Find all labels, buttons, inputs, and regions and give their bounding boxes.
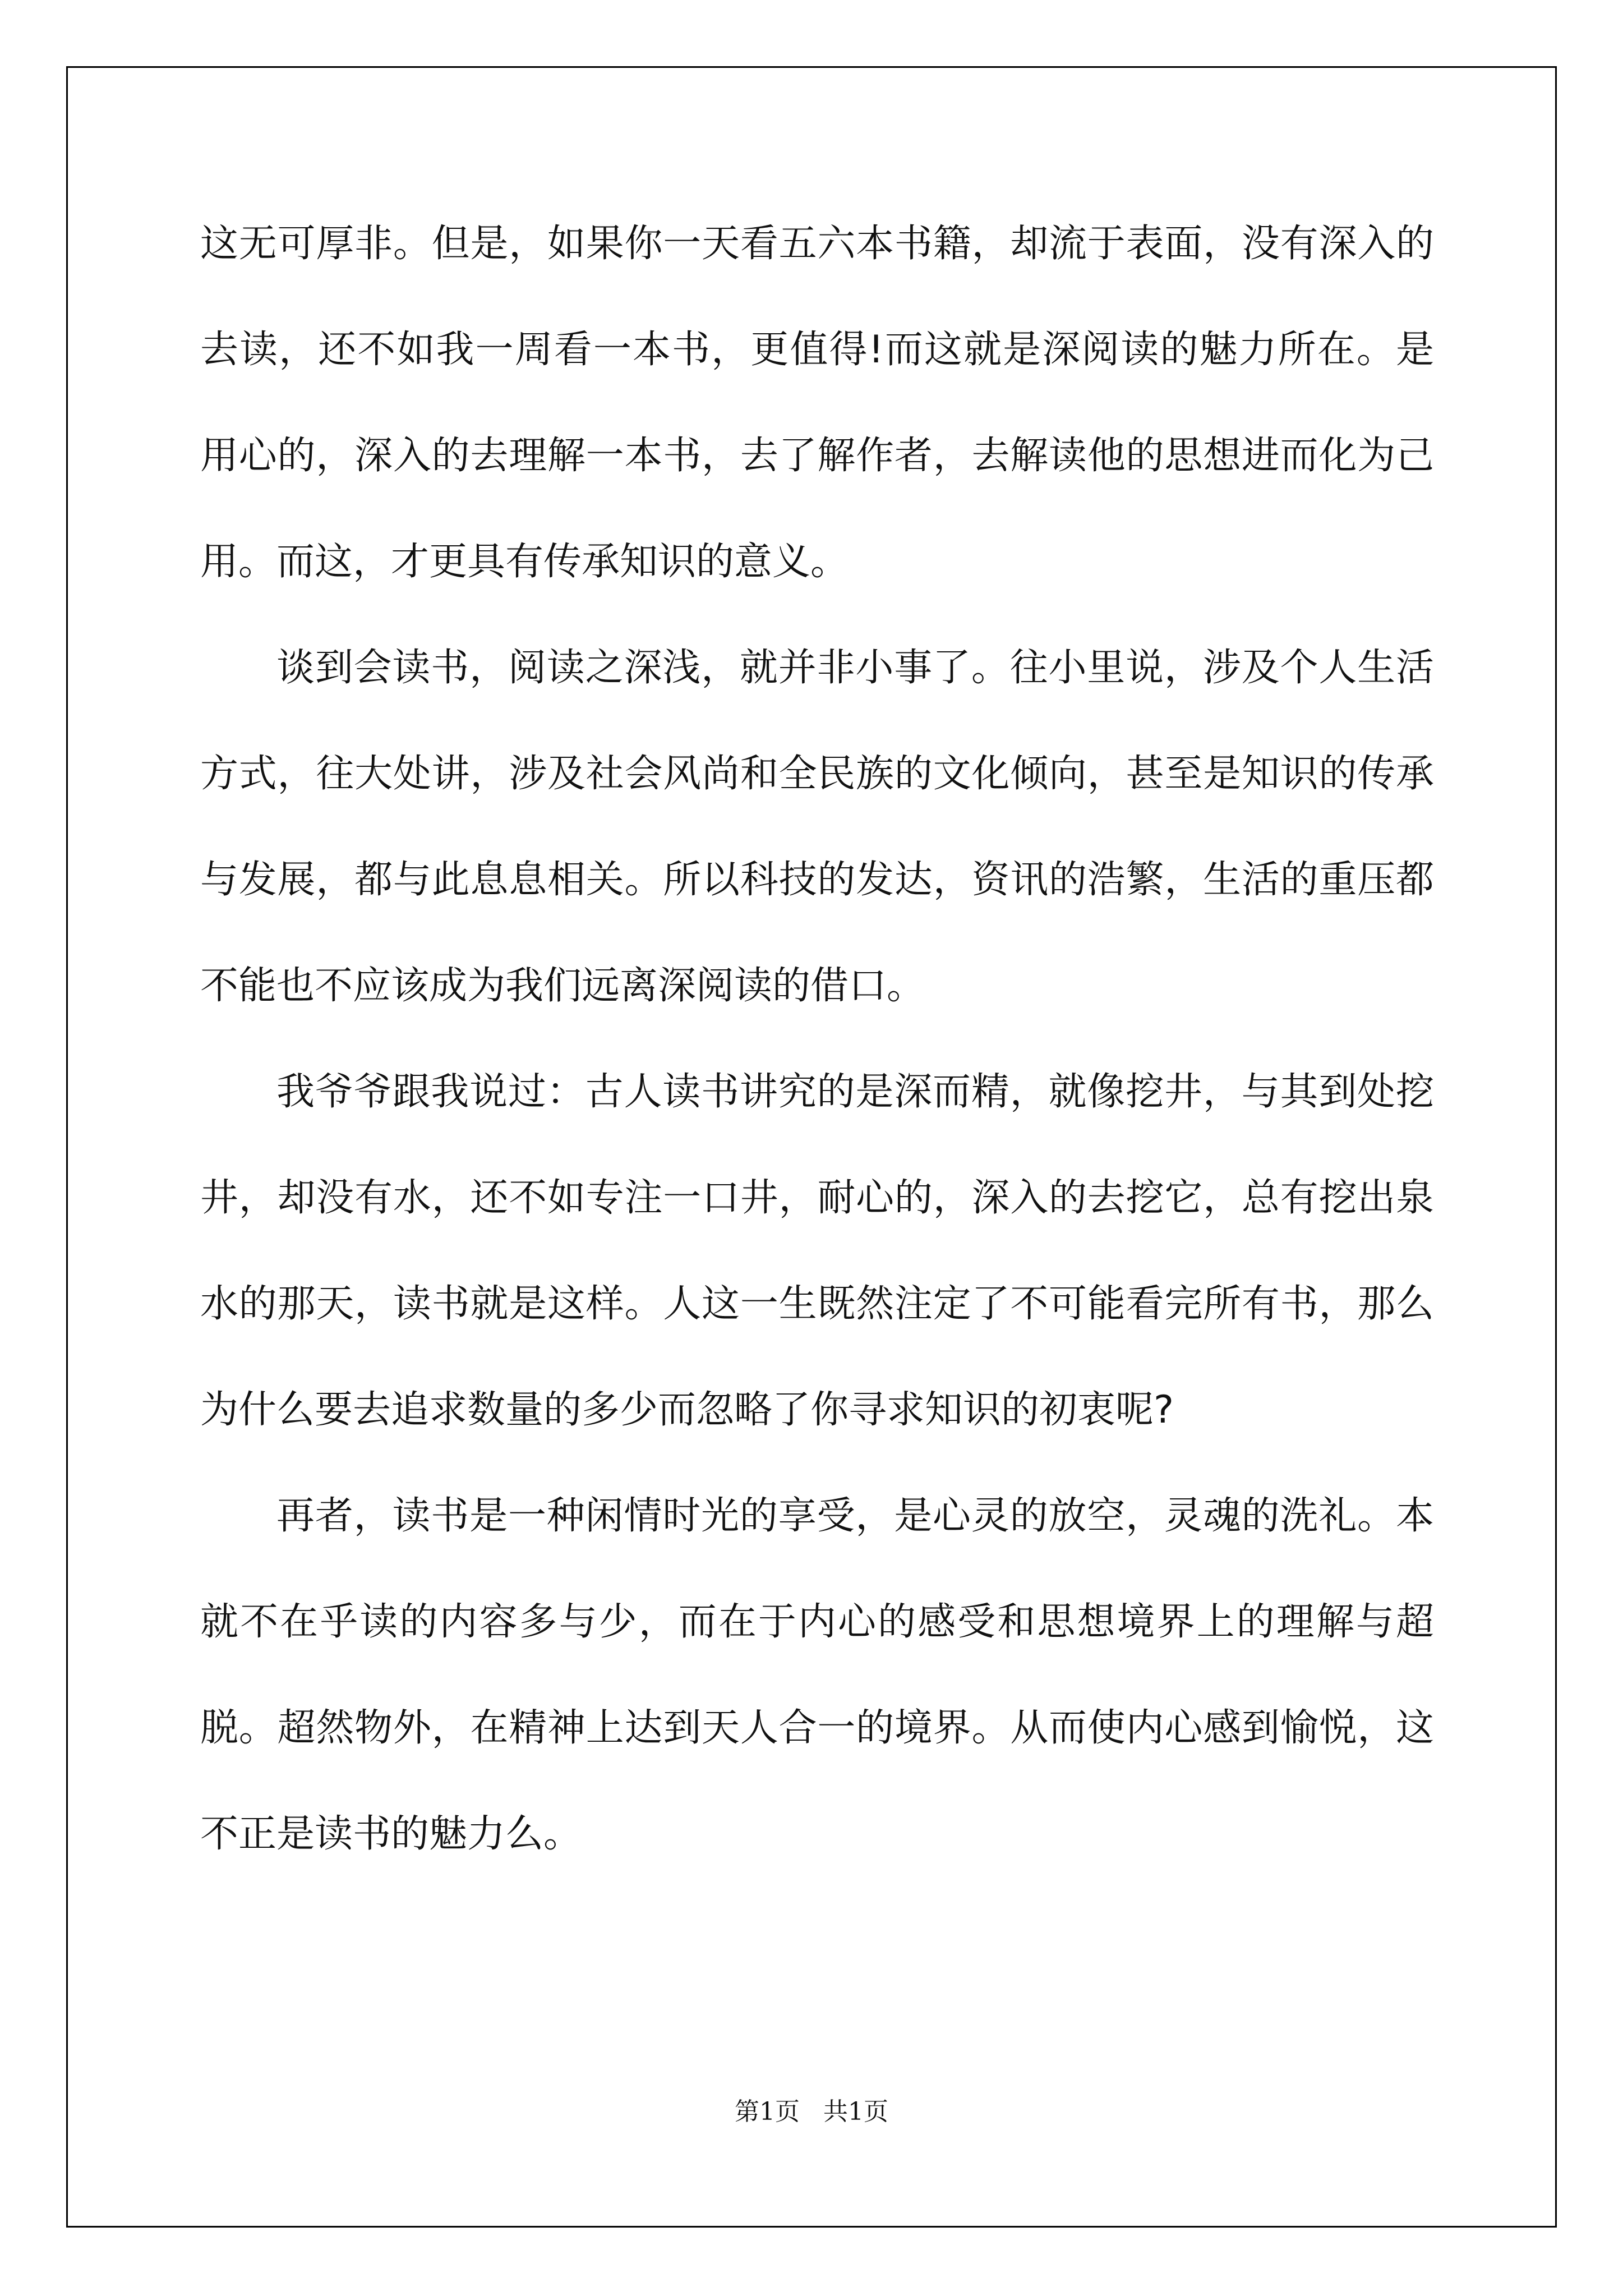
paragraph-3: 我爷爷跟我说过：古人读书讲究的是深而精，就像挖井，与其到处挖井，却没有水，还不如专注一口井，耐心的，深入的去挖它，总有挖出泉水的那天，读书就是这样。人这一生既然注定了不可能看完所有书，那么为什么要去追求数量的多少而忽略了你寻求知识的初衷呢? xyxy=(200,1070,1434,1432)
page-number-footer: 第1页 共1页 xyxy=(735,2097,888,2126)
document-body xyxy=(200,191,1434,1887)
paragraph-2: 谈到会读书，阅读之深浅，就并非小事了。往小里说，涉及个人生活方式，往大处讲，涉及社会风尚和全民族的文化倾向，甚至是知识的传承与发展，都与此息息相关。所以科技的发达，资讯的浩繁，生活的重压都不能也不应该成为我们远离深阅读的借口。 xyxy=(200,646,1434,1008)
paragraph-4: 再者，读书是一种闲情时光的享受，是心灵的放空，灵魂的洗礼。本就不在乎读的内容多与少，而在于内心的感受和思想境界上的理解与超脱。超然物外，在精神上达到天人合一的境界。从而使内心感到愉悦，这不正是读书的魅力么。 xyxy=(200,1494,1434,1856)
paragraph-1: 这无可厚非。但是，如果你一天看五六本书籍，却流于表面，没有深入的去读，还不如我一周看一本书，更值得!而这就是深阅读的魅力所在。是用心的，深入的去理解一本书，去了解作者，去解读他的思想进而化为己用。而这，才更具有传承知识的意义。 xyxy=(200,222,1434,584)
